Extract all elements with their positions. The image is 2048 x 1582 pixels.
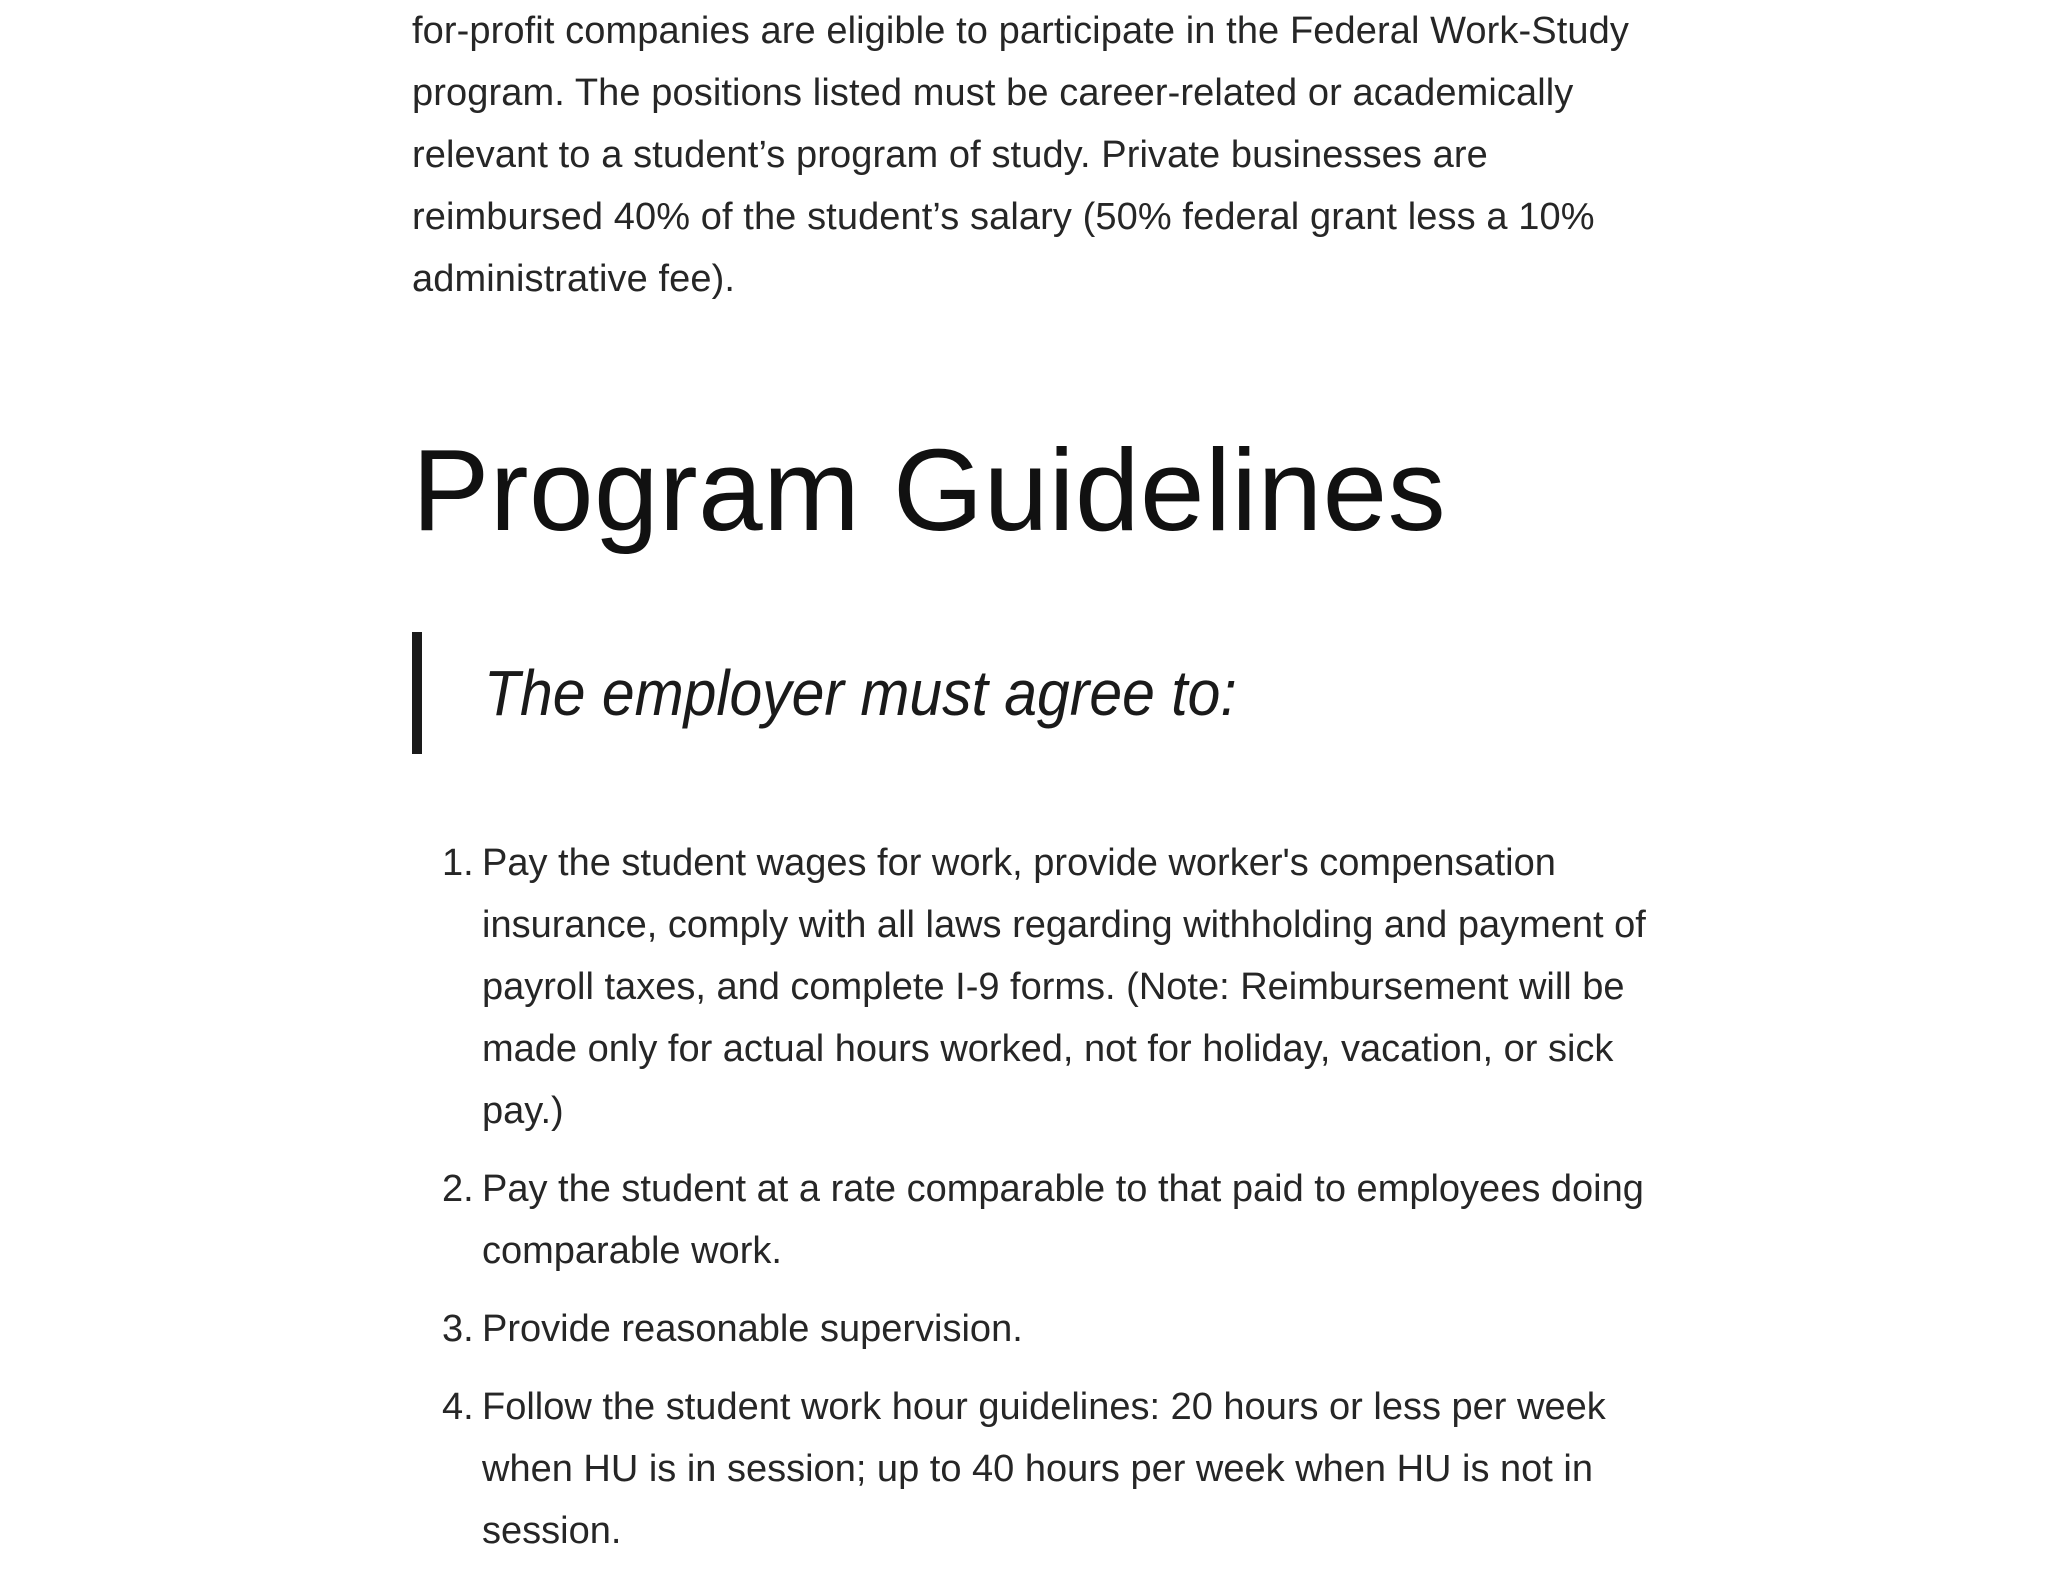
list-item-number: 3. [442, 1308, 474, 1350]
list-item [412, 1298, 1672, 1360]
main-content [412, 0, 1672, 1552]
list-item-text: Pay the student wages for work, provide worker's compensation insurance, comply with all laws regarding withholding and payment of payroll taxes, and complete I-9 forms. (Note: Reimbursement will be made only for actual hours worked, not for holiday, vacation, or sick pay.) [482, 842, 1646, 1132]
intro-paragraph: for-profit companies are eligible to participate in the Federal Work-Study program. The positions listed must be career-related or academically relevant to a student’s program of study. Private businesses are reimbursed 40% of the student’s salary (50% federal grant less a 10% administrative fee). [412, 10, 1629, 300]
list-item-number: 2. [442, 1168, 474, 1210]
guidelines-list [412, 832, 1672, 1578]
list-item-text: Pay the student at a rate comparable to that paid to employees doing comparable work. [482, 1168, 1644, 1272]
employer-blockquote [412, 632, 1302, 754]
section-title: Program Guidelines [412, 425, 1447, 555]
list-item [412, 832, 1672, 1142]
list-item-number: 1. [442, 842, 474, 884]
list-item [412, 1158, 1672, 1282]
list-item-number: 4. [442, 1386, 474, 1428]
list-item-text: Provide reasonable supervision. [482, 1308, 1023, 1350]
blockquote-text: The employer must agree to: [484, 657, 1237, 729]
list-item-text: Follow the student work hour guidelines: 20 hours or less per week when HU is in session; up to 40 hours per week when HU is not in session. [482, 1386, 1606, 1552]
list-item [412, 1376, 1672, 1562]
